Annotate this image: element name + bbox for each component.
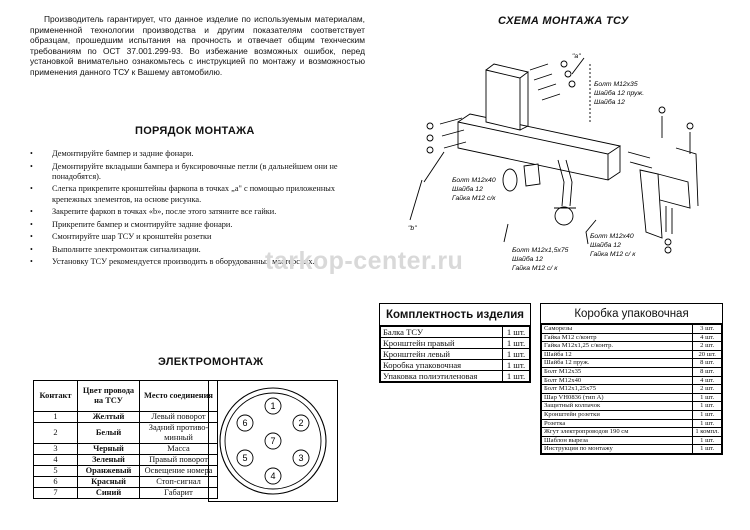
box-item: Гайка М12х1,25 с/контр. bbox=[542, 342, 693, 351]
box-qty: 8 шт. bbox=[693, 359, 722, 368]
table-row bbox=[542, 436, 722, 445]
table-row bbox=[542, 333, 722, 342]
box-item: Саморезы bbox=[542, 325, 693, 334]
box-qty: 2 шт. bbox=[693, 342, 722, 351]
wire-contact: 5 bbox=[34, 466, 78, 477]
point-b-label: "b" bbox=[408, 225, 417, 232]
callout-right-line: Гайка М12 с/ к bbox=[590, 251, 636, 258]
wire-color: Белый bbox=[78, 423, 140, 444]
callout-top-line: Шайба 12 bbox=[594, 99, 625, 106]
kit-item: Коробка упаковочная bbox=[381, 360, 503, 371]
wire-place: Правый поворот bbox=[140, 455, 218, 466]
box-qty: 1 шт. bbox=[693, 402, 722, 411]
box-qty: 8 шт. bbox=[693, 367, 722, 376]
kit-qty: 1 шт. bbox=[503, 371, 530, 382]
point-a-label: "а" bbox=[572, 53, 581, 60]
wire-color: Желтый bbox=[78, 412, 140, 423]
kit-item: Кронштейн правый bbox=[381, 338, 503, 349]
box-item: Кронштейн розетки bbox=[542, 410, 693, 419]
table-row bbox=[34, 477, 218, 488]
wire-color: Красный bbox=[78, 477, 140, 488]
box-item: Болт М12х35 bbox=[542, 367, 693, 376]
box-item: Болт М12х40 bbox=[542, 376, 693, 385]
order-step: • Демонтируйте вкладыши бампера и буксировочные петли (в дальнейшем они не понадобятся). bbox=[30, 162, 355, 183]
box-qty: 1 шт. bbox=[693, 445, 722, 454]
box-qty: 1 шт. bbox=[693, 436, 722, 445]
box-item: Шайба 12 пруж. bbox=[542, 359, 693, 368]
kit-qty: 1 шт. bbox=[503, 360, 530, 371]
wire-place: Стоп-сигнал bbox=[140, 477, 218, 488]
box-item: Шайба 12 bbox=[542, 350, 693, 359]
kit-item: Упаковка полиэтиленовая bbox=[381, 371, 503, 382]
box-item: Защитный колпачок bbox=[542, 402, 693, 411]
callout-top-line: Шайба 12 пруж. bbox=[594, 90, 645, 97]
table-row bbox=[542, 393, 722, 402]
socket-pin-3: 3 bbox=[298, 453, 304, 463]
socket-pinout bbox=[209, 381, 337, 501]
callout-top-line: Болт М12х35 bbox=[594, 81, 638, 88]
box-item: Жгут электропроводов 190 см bbox=[542, 428, 693, 437]
order-step: • Демонтируйте бампер и задние фонари. bbox=[30, 149, 355, 159]
table-row bbox=[381, 360, 530, 371]
table-row bbox=[542, 342, 722, 351]
socket-diagram bbox=[208, 380, 338, 502]
callout-bottom-line: Шайба 12 bbox=[512, 256, 543, 263]
socket-pin-5: 5 bbox=[242, 453, 248, 463]
table-row bbox=[542, 359, 722, 368]
wire-contact: 7 bbox=[34, 488, 78, 499]
table-row bbox=[34, 423, 218, 444]
box-qty: 1 шт. bbox=[693, 393, 722, 402]
box-item: Розетка bbox=[542, 419, 693, 428]
table-row bbox=[381, 327, 530, 338]
table-row bbox=[34, 488, 218, 499]
socket-pin-4: 4 bbox=[270, 471, 276, 481]
box-qty: 4 шт. bbox=[693, 333, 722, 342]
kit-qty: 1 шт. bbox=[503, 327, 530, 338]
box-title: Коробка упаковочная bbox=[541, 304, 722, 324]
kit-qty: 1 шт. bbox=[503, 349, 530, 360]
table-row bbox=[542, 367, 722, 376]
wire-color: Черный bbox=[78, 444, 140, 455]
kit-qty: 1 шт. bbox=[503, 338, 530, 349]
table-row bbox=[34, 466, 218, 477]
wire-color: Зеленый bbox=[78, 455, 140, 466]
callout-right-line: Болт М12х40 bbox=[590, 233, 634, 240]
wire-contact: 2 bbox=[34, 423, 78, 444]
wire-contact: 1 bbox=[34, 412, 78, 423]
socket-pin-6: 6 bbox=[242, 418, 248, 428]
watermark: tarkop-center.ru bbox=[265, 247, 464, 275]
order-step: • Слегка прикрепите кронштейны фаркопа в точках „а" с помощью приложенных крепежных элементов, на основе рисунка. bbox=[30, 184, 355, 205]
wire-contact: 3 bbox=[34, 444, 78, 455]
scheme-title: СХЕМА МОНТАЖА ТСУ bbox=[498, 15, 629, 27]
box-qty: 4 шт. bbox=[693, 376, 722, 385]
box-item: Болт М12х1,25х75 bbox=[542, 385, 693, 394]
table-row bbox=[542, 428, 722, 437]
kit-item: Кронштейн левый bbox=[381, 349, 503, 360]
wire-contact: 6 bbox=[34, 477, 78, 488]
box-qty: 3 шт. bbox=[693, 325, 722, 334]
table-row bbox=[542, 385, 722, 394]
table-row bbox=[542, 402, 722, 411]
order-step: • Прикрепите бампер и смонтируйте задние фонари. bbox=[30, 220, 355, 230]
order-step: • Выполните электромонтаж сигнализации. bbox=[30, 245, 355, 255]
table-row bbox=[542, 325, 722, 334]
socket-pin-7: 7 bbox=[270, 436, 276, 446]
intro-paragraph: Производитель гарантирует, что данное изделие по используемым материалам, примененной технологии производства и другим показателям соответствует образцам, прошедшим испытания на прочность и отвечает общим технческим требованиям по ОСТ 37.001.299-93. Во избежание возможных ошибок, перед установкой внимательно ознакомьтесь с инструкцией по монтажу и возможностью применения данного ТСУ к Вашему автомобилю. bbox=[30, 14, 365, 77]
box-qty: 1 компл. bbox=[693, 428, 722, 437]
table-row bbox=[381, 338, 530, 349]
table-row bbox=[542, 376, 722, 385]
box-qty: 2 шт. bbox=[693, 385, 722, 394]
table-row bbox=[381, 371, 530, 382]
wire-place: Габарит bbox=[140, 488, 218, 499]
callout-right-line: Шайба 12 bbox=[590, 242, 621, 249]
table-row bbox=[381, 349, 530, 360]
wire-color: Оранжевый bbox=[78, 466, 140, 477]
column-header-place: Место соединения bbox=[140, 381, 218, 412]
wiring-table bbox=[33, 380, 218, 499]
box-table bbox=[540, 303, 723, 455]
box-item: Гайка М12 с/контр bbox=[542, 333, 693, 342]
column-header-color: Цвет провода на ТСУ bbox=[78, 381, 140, 412]
order-step: • Смонтируйте шар ТСУ и кронштейн розетки bbox=[30, 232, 355, 242]
box-qty: 1 шт. bbox=[693, 410, 722, 419]
order-title: ПОРЯДОК МОНТАЖА bbox=[135, 125, 255, 137]
wire-place: Задний противо-минный bbox=[140, 423, 218, 444]
box-item: Шар VH0836 (тип А) bbox=[542, 393, 693, 402]
callout-left-line: Шайба 12 bbox=[452, 186, 483, 193]
wire-place: Масса bbox=[140, 444, 218, 455]
wire-color: Синий bbox=[78, 488, 140, 499]
wire-contact: 4 bbox=[34, 455, 78, 466]
table-row bbox=[542, 419, 722, 428]
socket-pin-1: 1 bbox=[270, 401, 276, 411]
kit-item: Балка ТСУ bbox=[381, 327, 503, 338]
mounting-diagram bbox=[400, 30, 735, 280]
callout-bottom-line: Болт М12х1,5х75 bbox=[512, 247, 569, 254]
callout-bottom-line: Гайка М12 с/ к bbox=[512, 265, 558, 272]
table-row bbox=[34, 455, 218, 466]
box-item: Инструкция по монтажу bbox=[542, 445, 693, 454]
box-item: Шаблон выреза bbox=[542, 436, 693, 445]
electro-title: ЭЛЕКТРОМОНТАЖ bbox=[158, 356, 264, 368]
table-row bbox=[542, 350, 722, 359]
callout-left-line: Болт М12х40 bbox=[452, 177, 496, 184]
box-qty: 1 шт. bbox=[693, 419, 722, 428]
table-row bbox=[542, 410, 722, 419]
wire-place: Левый поворот bbox=[140, 412, 218, 423]
column-header-contact: Контакт bbox=[34, 381, 78, 412]
table-row bbox=[542, 445, 722, 454]
kit-title: Комплектность изделия bbox=[380, 304, 530, 326]
table-row bbox=[34, 444, 218, 455]
table-row bbox=[34, 412, 218, 423]
kit-table bbox=[379, 303, 531, 383]
wire-place: Освещение номера bbox=[140, 466, 218, 477]
order-step: • Установку ТСУ рекомендуется производить в оборудованных мастерских. bbox=[30, 257, 355, 267]
socket-pin-2: 2 bbox=[298, 418, 304, 428]
callout-left-line: Гайка М12 с/к bbox=[452, 195, 496, 202]
box-qty: 20 шт. bbox=[693, 350, 722, 359]
order-step: • Закрепите фаркоп в точках «b», после этого затяните все гайки. bbox=[30, 207, 355, 217]
